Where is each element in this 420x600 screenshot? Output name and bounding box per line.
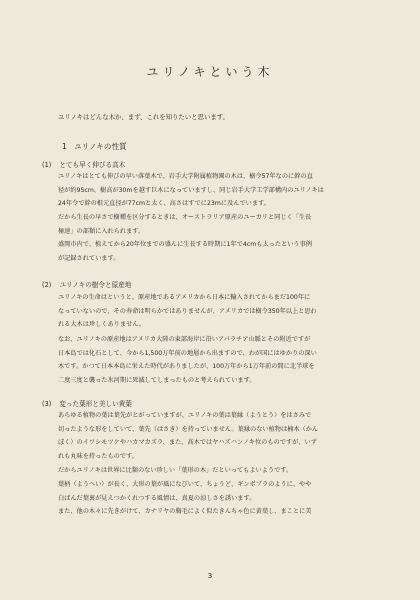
paragraph: [58, 333, 384, 387]
text-line: あらゆる植物の葉は葉先がとがっていますが、ユリノキの葉は葉縁（ようとう）をはさみで: [58, 412, 312, 419]
section-number: 1: [62, 142, 67, 151]
section-title: ユリノキの性質: [74, 142, 127, 151]
subsection-title: とても早く伸びる高木: [59, 161, 126, 169]
text-line: 二度三度と襲った氷河期に死滅してしまったものと考えられています。: [58, 376, 256, 384]
subsection-title: ユリノキの樹令と原産地: [59, 281, 132, 289]
paragraph: [58, 505, 384, 519]
text-line: また、他の木々に先きがけて、カナリヤの胸毛によく似たきんちゃ色に黄葉し、まことに美: [58, 508, 312, 515]
text-line: 木です。かつて日本本島に栄えた時代がありましたが、100万年から1万年前の間に北半球を: [58, 363, 315, 371]
text-line: れる大木は珍しくありません。: [58, 321, 145, 329]
paragraph: [58, 464, 384, 478]
paragraph: [58, 291, 384, 332]
text-line: ユリノキの生命はというと、原産地であるアメリカから日本に輸入されてからまだ100年に: [58, 294, 311, 301]
text-line: 白ばんだ葉裏が見えつかくれつする風情は、真夏の涼しさを誘います。: [58, 494, 256, 502]
page-title: ユリノキという木: [146, 65, 274, 79]
paragraph: [58, 478, 384, 505]
text-line: なお、ユリノキの原産地はアメリカ大陸の東部海岸に沿いアパラチア山脈とその附近ですが: [58, 336, 311, 343]
subsection-number: (2): [42, 281, 52, 289]
text-line: 極速」の部類に入れられます。: [58, 227, 145, 235]
paragraph: [58, 211, 384, 238]
paragraph: [58, 170, 384, 211]
section-heading: [62, 141, 127, 152]
text-line: 切ったような形をしていて、葉先（はさき）を持っていません。葉縁のない植物は楠木（かん: [58, 425, 319, 433]
text-line: 24年令で幹の根元直径が77cmと太く、高さはすでに23mに及んでいます。: [58, 200, 270, 208]
text-line: 日本島では化石として、今から1,500万年前の地層から出ますので、わが国にはゆかりの深い: [58, 349, 317, 357]
subsection-heading-2: [42, 279, 131, 289]
text-line: れも丸味を持ったものです。: [58, 452, 138, 460]
text-line: 盛岡市内で、植えてから20年位までの盛んに生長する時期に1年で4cmも太ったという事例: [58, 241, 312, 248]
subsection-title: 変った葉形と美しい黄葉: [59, 400, 132, 408]
subsection-number: (3): [42, 400, 52, 408]
text-line: だから生長の早さで樹種を区分するときは、オーストラリア原産のユーカリと同じく「生長: [58, 214, 312, 221]
subsection-heading-3: [42, 398, 132, 408]
subsection-number: (1): [42, 161, 52, 169]
text-line: ぼく）のイワシモツケやハカマカズラ、また、高木ではヤハズハンノキ位のものですが、いず: [58, 439, 317, 447]
intro-text: ユリノキはどんな木か、まず、これを知りたいと思います。: [58, 113, 230, 121]
text-line: だからユリノキは世界に比類のない珍しい「葉形の木」だといってもよいようです。: [58, 467, 293, 474]
page-number: 3: [207, 572, 213, 580]
paragraph: [58, 238, 384, 265]
text-line: が記録されています。: [58, 254, 120, 262]
text-line: 径が約95cm、樹高が30mを越す巨木になっていますし、同じ岩手大学工学部構内のユリノキは: [58, 186, 324, 194]
text-line: 葉柄（ようへい）が長く、大形の葉が風になびいて、ちょうど、ギンポプラのように、やや: [58, 481, 312, 488]
text-line: なっていないので、その寿命は明らかではありませんが、アメリカでは樹令350年以上と思わ: [58, 307, 317, 315]
text-line: ユリノキはとても伸びの早い落葉木で、岩手大学附属植物園の木は、樹令57年なのに幹の直: [58, 173, 313, 180]
paragraph: [58, 409, 384, 463]
subsection-heading-1: [42, 159, 125, 169]
